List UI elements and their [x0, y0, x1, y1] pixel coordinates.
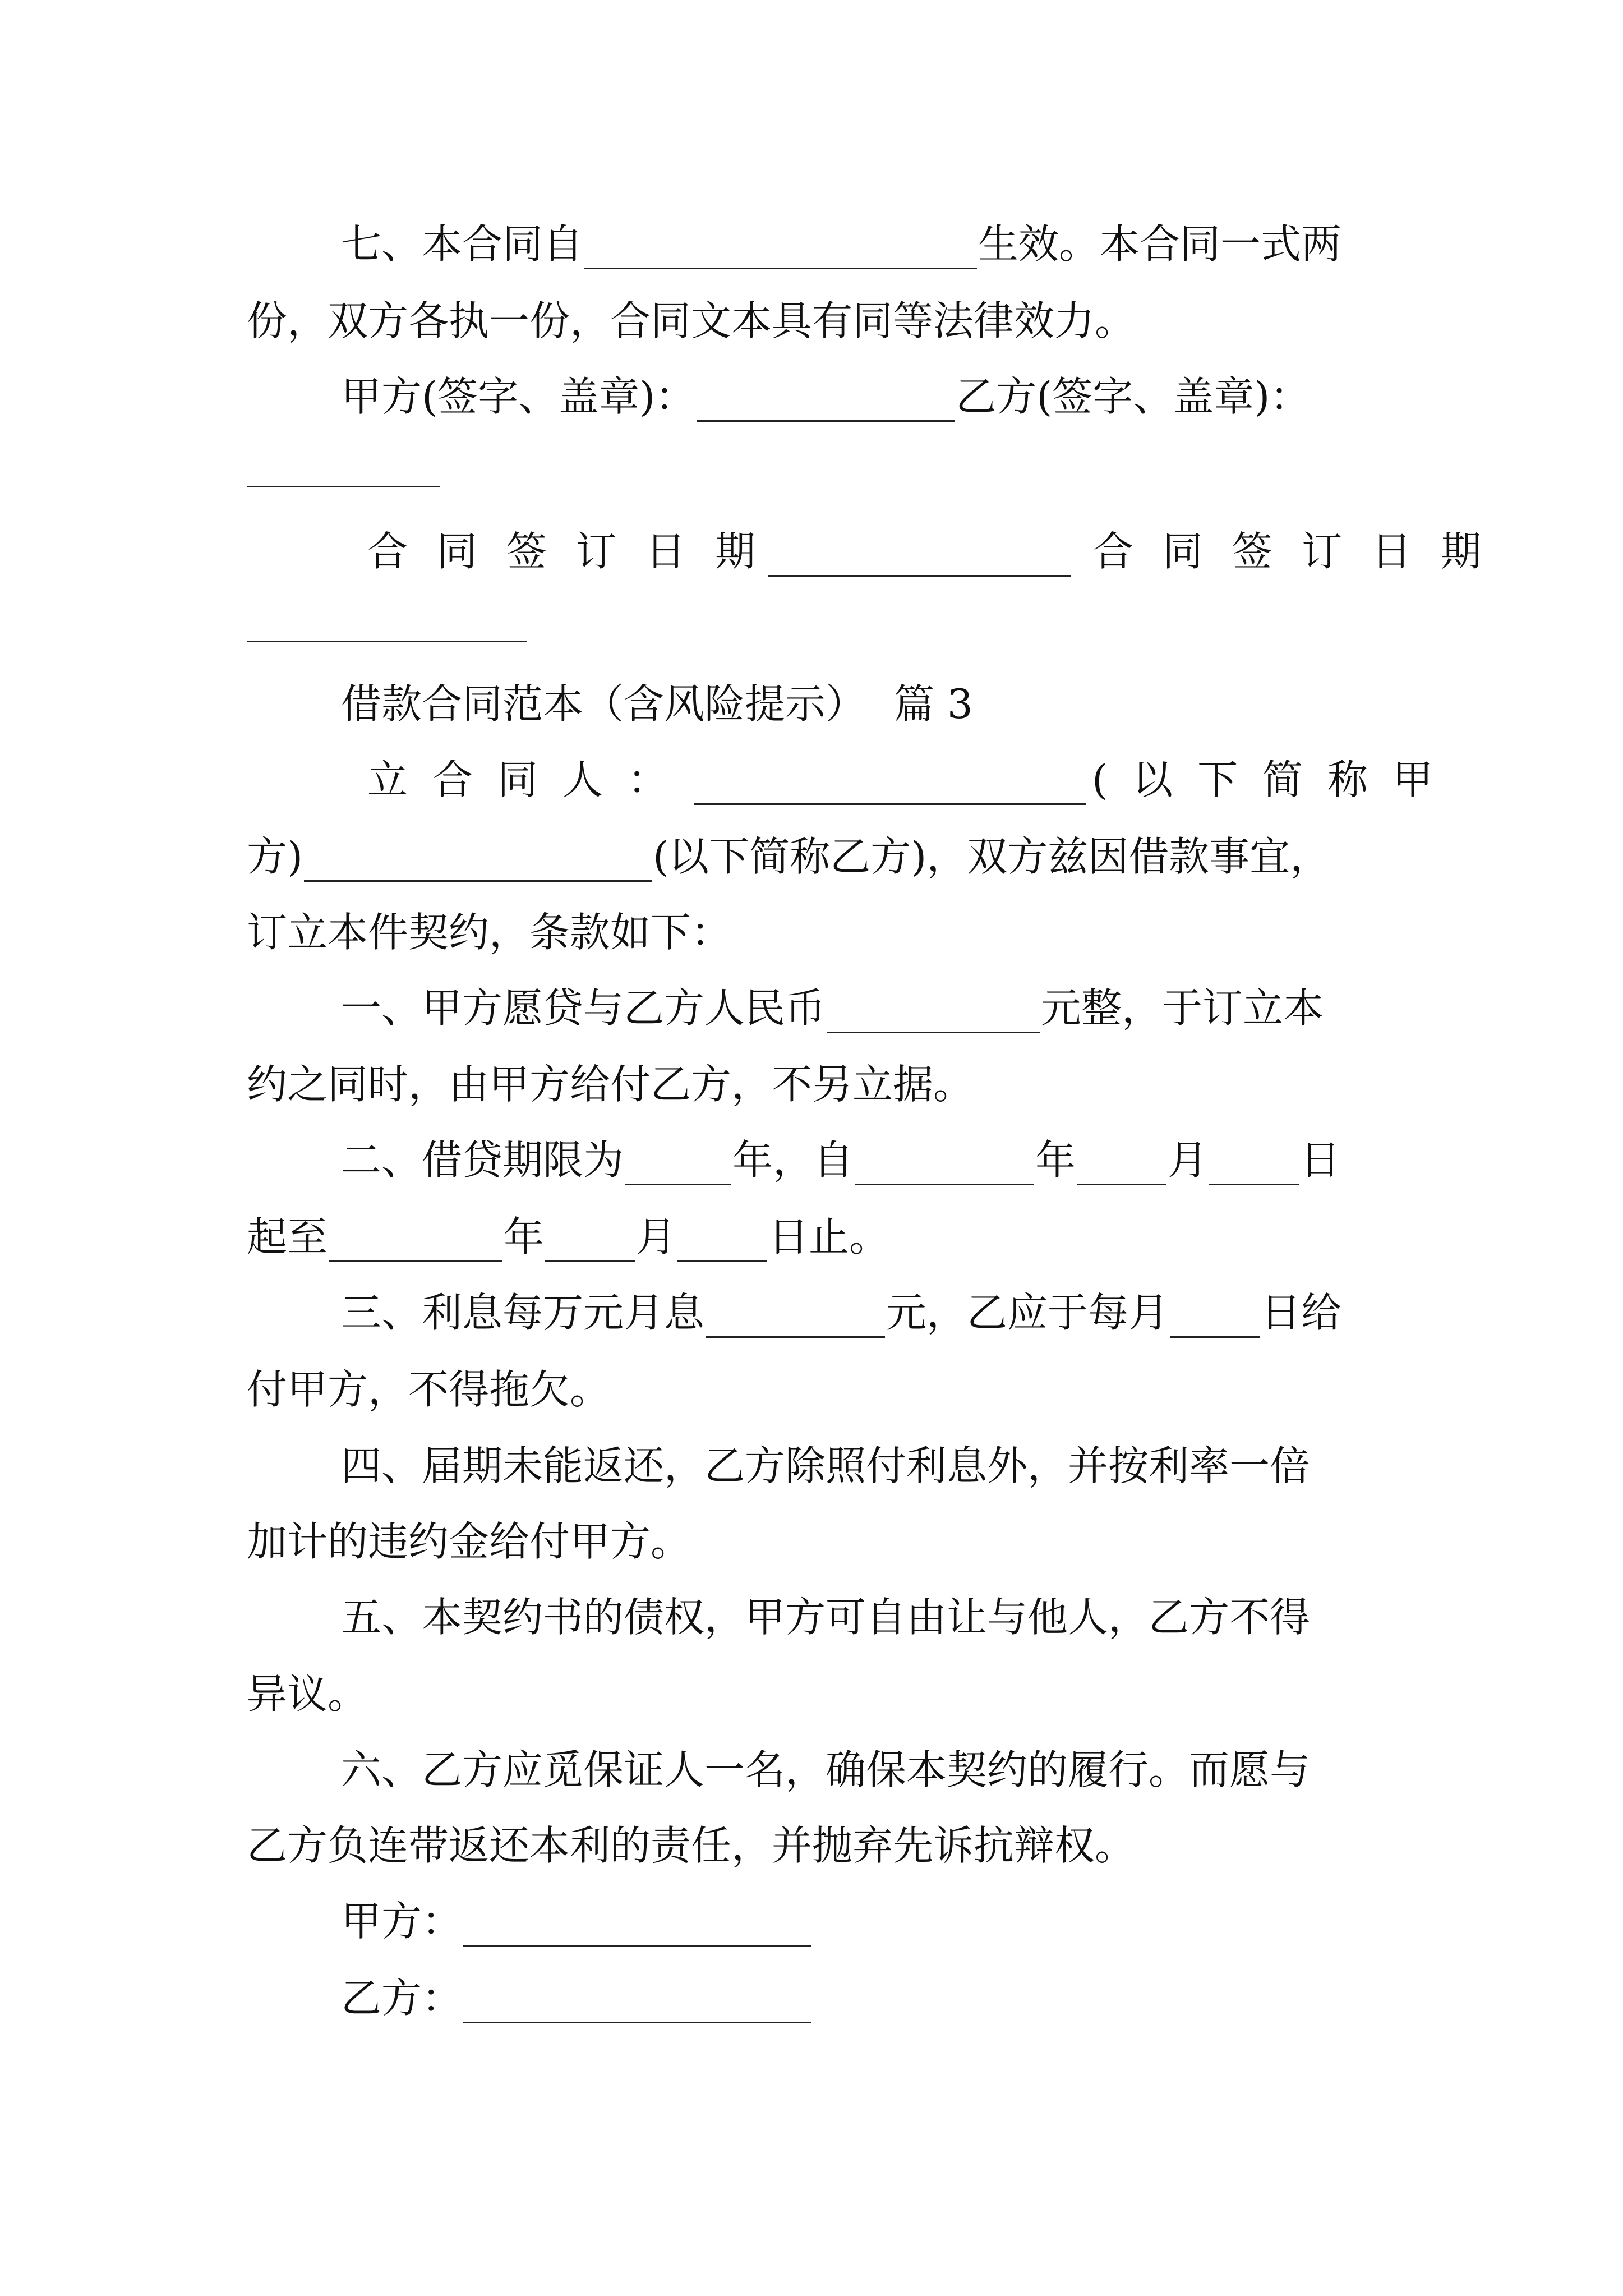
footer-party-a-blank	[463, 1908, 811, 1947]
heading-title: 借款合同范本（含风险提示）	[341, 680, 866, 728]
sign-date-line	[367, 526, 1510, 577]
clause2-text-d: 月	[1168, 1137, 1209, 1184]
party-b-signature-blank	[247, 486, 440, 487]
clause1-text-a: 一、甲方愿贷与乙方人民币	[341, 984, 826, 1032]
clause3-text-b: 元，乙应于每月	[886, 1289, 1169, 1336]
contract-party-label: 立合同人：	[367, 756, 693, 803]
parties-line2	[247, 831, 1330, 882]
clause6-line2: 乙方负连带返还本利的责任，并抛弃先诉抗辩权。	[247, 1822, 1136, 1869]
clause2-text-g: 年	[504, 1213, 545, 1260]
payment-day-blank	[1170, 1299, 1260, 1338]
end-day-blank	[677, 1223, 767, 1262]
clause5-line1: 五、本契约书的债权，甲方可自由让与他人，乙方不得	[341, 1594, 1311, 1641]
party-a-name-blank	[694, 766, 1086, 805]
clause5-line2: 异议。	[247, 1671, 368, 1718]
section-heading	[341, 679, 973, 729]
parties-line2-head: 方)	[247, 833, 303, 880]
parties-line1	[367, 754, 1458, 805]
clause3-text-c: 日给	[1261, 1289, 1342, 1336]
clause7-line1	[341, 219, 1341, 269]
start-month-blank	[1077, 1147, 1166, 1185]
clause1-line2: 约之同时，由甲方给付乙方，不另立据。	[247, 1061, 974, 1108]
clause7-text-a: 七、本合同自	[341, 220, 584, 268]
clause1-text-b: 元整，于订立本	[1041, 984, 1324, 1032]
clause2-text-i: 日止。	[768, 1213, 890, 1260]
party-b-name-blank	[304, 843, 652, 882]
clause2-text-f: 起至	[247, 1213, 328, 1260]
clause3-text-a: 三、利息每万元月息	[341, 1289, 705, 1336]
party-b-signature-label: 乙方(签字、盖章)：	[956, 373, 1311, 420]
footer-party-b-blank	[463, 1985, 811, 2023]
parties-line3: 订立本件契约，条款如下：	[247, 909, 732, 956]
clause4-line2: 加计的违约金给付甲方。	[247, 1518, 691, 1565]
party-a-signature-label: 甲方(签字、盖章)：	[341, 373, 696, 420]
signature-line	[341, 371, 1310, 422]
clause3-line1	[341, 1287, 1341, 1338]
sign-date-blank-a	[768, 538, 1071, 577]
heading-section-number: 篇 3	[894, 680, 973, 728]
clause2-text-c: 年	[1035, 1137, 1076, 1184]
clause4-line1: 四、届期未能返还，乙方除照付利息外，并按利率一倍	[341, 1442, 1311, 1489]
clause2-line1	[341, 1135, 1340, 1185]
clause2-text-a: 二、借贷期限为	[341, 1137, 624, 1184]
sign-date-label-a: 合同签订日期	[367, 528, 785, 575]
clause2-text-h: 月	[636, 1213, 677, 1260]
footer-party-b	[341, 1973, 812, 2023]
sign-date-blank-b	[247, 641, 527, 642]
end-month-blank	[545, 1223, 635, 1262]
clause6-line1: 六、乙方应觅保证人一名，确保本契约的履行。而愿与	[341, 1746, 1311, 1793]
clause2-line2	[247, 1212, 889, 1262]
monthly-interest-blank	[706, 1299, 885, 1338]
footer-party-b-label: 乙方：	[341, 1975, 463, 2022]
footer-party-a-label: 甲方：	[341, 1898, 463, 1945]
loan-term-years-blank	[625, 1147, 731, 1185]
end-year-blank	[329, 1223, 502, 1262]
clause7-text-b: 生效。本合同一式两	[978, 220, 1342, 268]
clause2-text-b: 年，自	[732, 1137, 854, 1184]
sign-date-label-b: 合同签订日期	[1093, 528, 1511, 575]
clause1-line1	[341, 983, 1324, 1033]
loan-amount-blank	[827, 995, 1040, 1033]
party-a-signature-blank	[697, 383, 955, 422]
start-day-blank	[1209, 1147, 1299, 1185]
clause3-line2: 付甲方，不得拖欠。	[247, 1366, 611, 1413]
effective-condition-blank	[584, 231, 977, 269]
footer-party-a	[341, 1896, 812, 1947]
parties-line1-tail: (以下简称甲	[1092, 756, 1458, 803]
parties-line2-tail: (以下简称乙方)，双方兹因借款事宜，	[653, 833, 1331, 880]
clause2-text-e: 日	[1300, 1137, 1341, 1184]
clause7-line2: 份，双方各执一份，合同文本具有同等法律效力。	[247, 297, 1136, 344]
start-year-blank	[855, 1147, 1034, 1185]
